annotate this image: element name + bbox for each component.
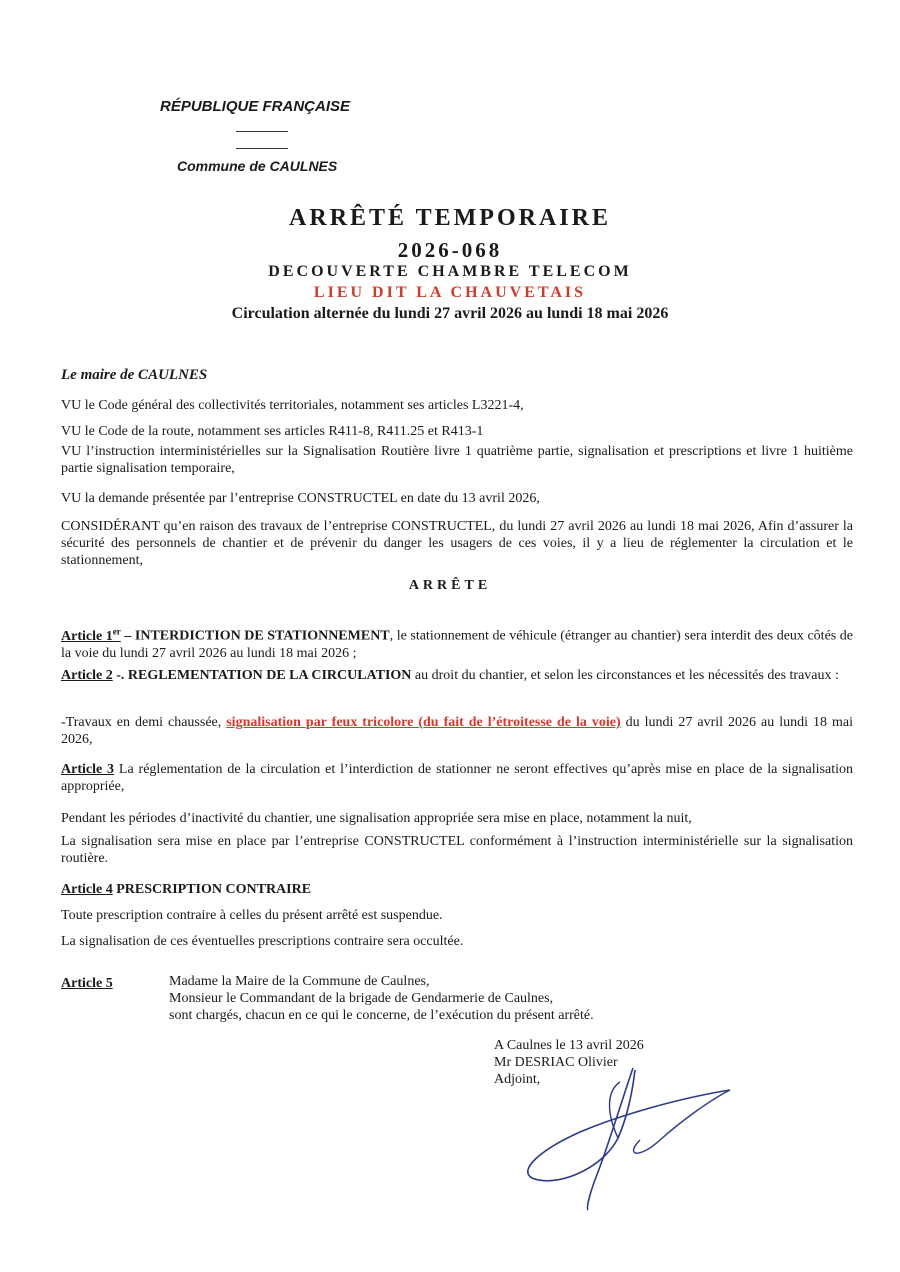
- handwritten-signature: [510, 1060, 740, 1220]
- vu-clause: VU le Code général des collectivités territoriales, notamment ses articles L3221-4,: [61, 398, 524, 413]
- article-4-paragraph: La signalisation de ces éventuelles prescriptions contraire sera occultée.: [61, 934, 464, 949]
- arrete-subject: DECOUVERTE CHAMBRE TELECOM: [268, 263, 632, 280]
- arrete-location: LIEU DIT LA CHAUVETAIS: [313, 284, 587, 301]
- arrete-heading: ARRÊTE: [408, 578, 492, 593]
- article-4: [61, 881, 853, 898]
- article-2: Article 2 -. REGLEMENTATION DE LA CIRCULATION au droit du chantier, et selon les circonstances et les nécessités des travaux :: [61, 668, 839, 683]
- vu-clause: VU la demande présentée par l’entreprise CONSTRUCTEL en date du 13 avril 2026,: [61, 491, 540, 506]
- article-2-label: Article 2: [61, 668, 113, 683]
- article-5-text: Madame la Maire de la Commune de Caulnes, Monsieur le Commandant de la brigade de Gendarmerie de Caulnes, sont chargés, chacun en ce qui le concerne, de l’exécution du présent arrêté.: [169, 974, 594, 1023]
- considerant-clause: CONSIDÉRANT qu’en raison des travaux de l’entreprise CONSTRUCTEL, du lundi 27 avril 2026 au lundi 18 mai 2026, Afin d’assurer la sécurité des personnels de chantier et de prévenir du danger les usagers de ces voies, il y a lieu de réglementer la circulation et le stationnement,: [61, 519, 853, 568]
- signatory-role: Adjoint,: [494, 1072, 541, 1087]
- vu-clause: VU le Code de la route, notamment ses articles R411-8, R411.25 et R413-1: [61, 424, 484, 439]
- article-1-title: INTERDICTION DE STATIONNEMENT: [134, 628, 390, 644]
- article-1: Article 1er – INTERDICTION DE STATIONNEMENT, le stationnement de véhicule (étranger au chantier) sera interdit des deux côtés de la voie du lundi 27 avril 2026 au lundi 18 mai 2026 ;: [61, 626, 854, 661]
- article-5-label: Article 5: [61, 976, 113, 991]
- signatory-name: Mr DESRIAC Olivier: [494, 1055, 618, 1070]
- signature-place-date: A Caulnes le 13 avril 2026: [494, 1038, 644, 1053]
- article-4-paragraph: Toute prescription contraire à celles du présent arrêté est suspendue.: [61, 908, 443, 923]
- article-3-label: Article 3: [61, 762, 115, 777]
- article-4-label: Article 4: [61, 882, 113, 897]
- republic-heading: RÉPUBLIQUE FRANÇAISE: [160, 98, 351, 115]
- article-3-paragraph: Pendant les périodes d’inactivité du chantier, une signalisation appropriée sera mise en place, notamment la nuit,: [61, 811, 692, 826]
- article-4-title: PRESCRIPTION CONTRAIRE: [112, 882, 312, 897]
- divider: [236, 131, 288, 132]
- divider: [236, 148, 288, 149]
- article-2-title: REGLEMENTATION DE LA CIRCULATION: [127, 668, 412, 683]
- article-2-item: -Travaux en demi chaussée, signalisation par feux tricolore (du fait de l’étroitesse de la voie) du lundi 27 avril 2026 au lundi 18 mai 2026,: [61, 715, 853, 747]
- article-5: [61, 975, 141, 992]
- arrete-period: Circulation alternée du lundi 27 avril 2026 au lundi 18 mai 2026: [231, 305, 669, 322]
- arrete-number: 2026-068: [397, 238, 503, 262]
- article-3-paragraph: La signalisation sera mise en place par l’entreprise CONSTRUCTEL conformément à l’instruction interministérielle sur la signalisation routière.: [61, 834, 853, 866]
- vu-clause: VU l’instruction interministérielles sur la Signalisation Routière livre 1 quatrième partie, signalisation et prescriptions et livre 1 huitième partie signalisation temporaire,: [61, 444, 853, 476]
- article-1-label: Article 1er: [61, 626, 121, 644]
- article-3: Article 3 La réglementation de la circulation et l’interdiction de stationner ne seront effectives qu’après mise en place de la signalisation appropriée,: [61, 762, 853, 794]
- highlighted-signalisation: signalisation par feux tricolore (du fait de l’étroitesse de la voie): [226, 715, 621, 730]
- document-title: ARRÊTÉ TEMPORAIRE: [289, 205, 611, 231]
- maire-heading: Le maire de CAULNES: [61, 367, 208, 383]
- commune-heading: Commune de CAULNES: [177, 158, 338, 174]
